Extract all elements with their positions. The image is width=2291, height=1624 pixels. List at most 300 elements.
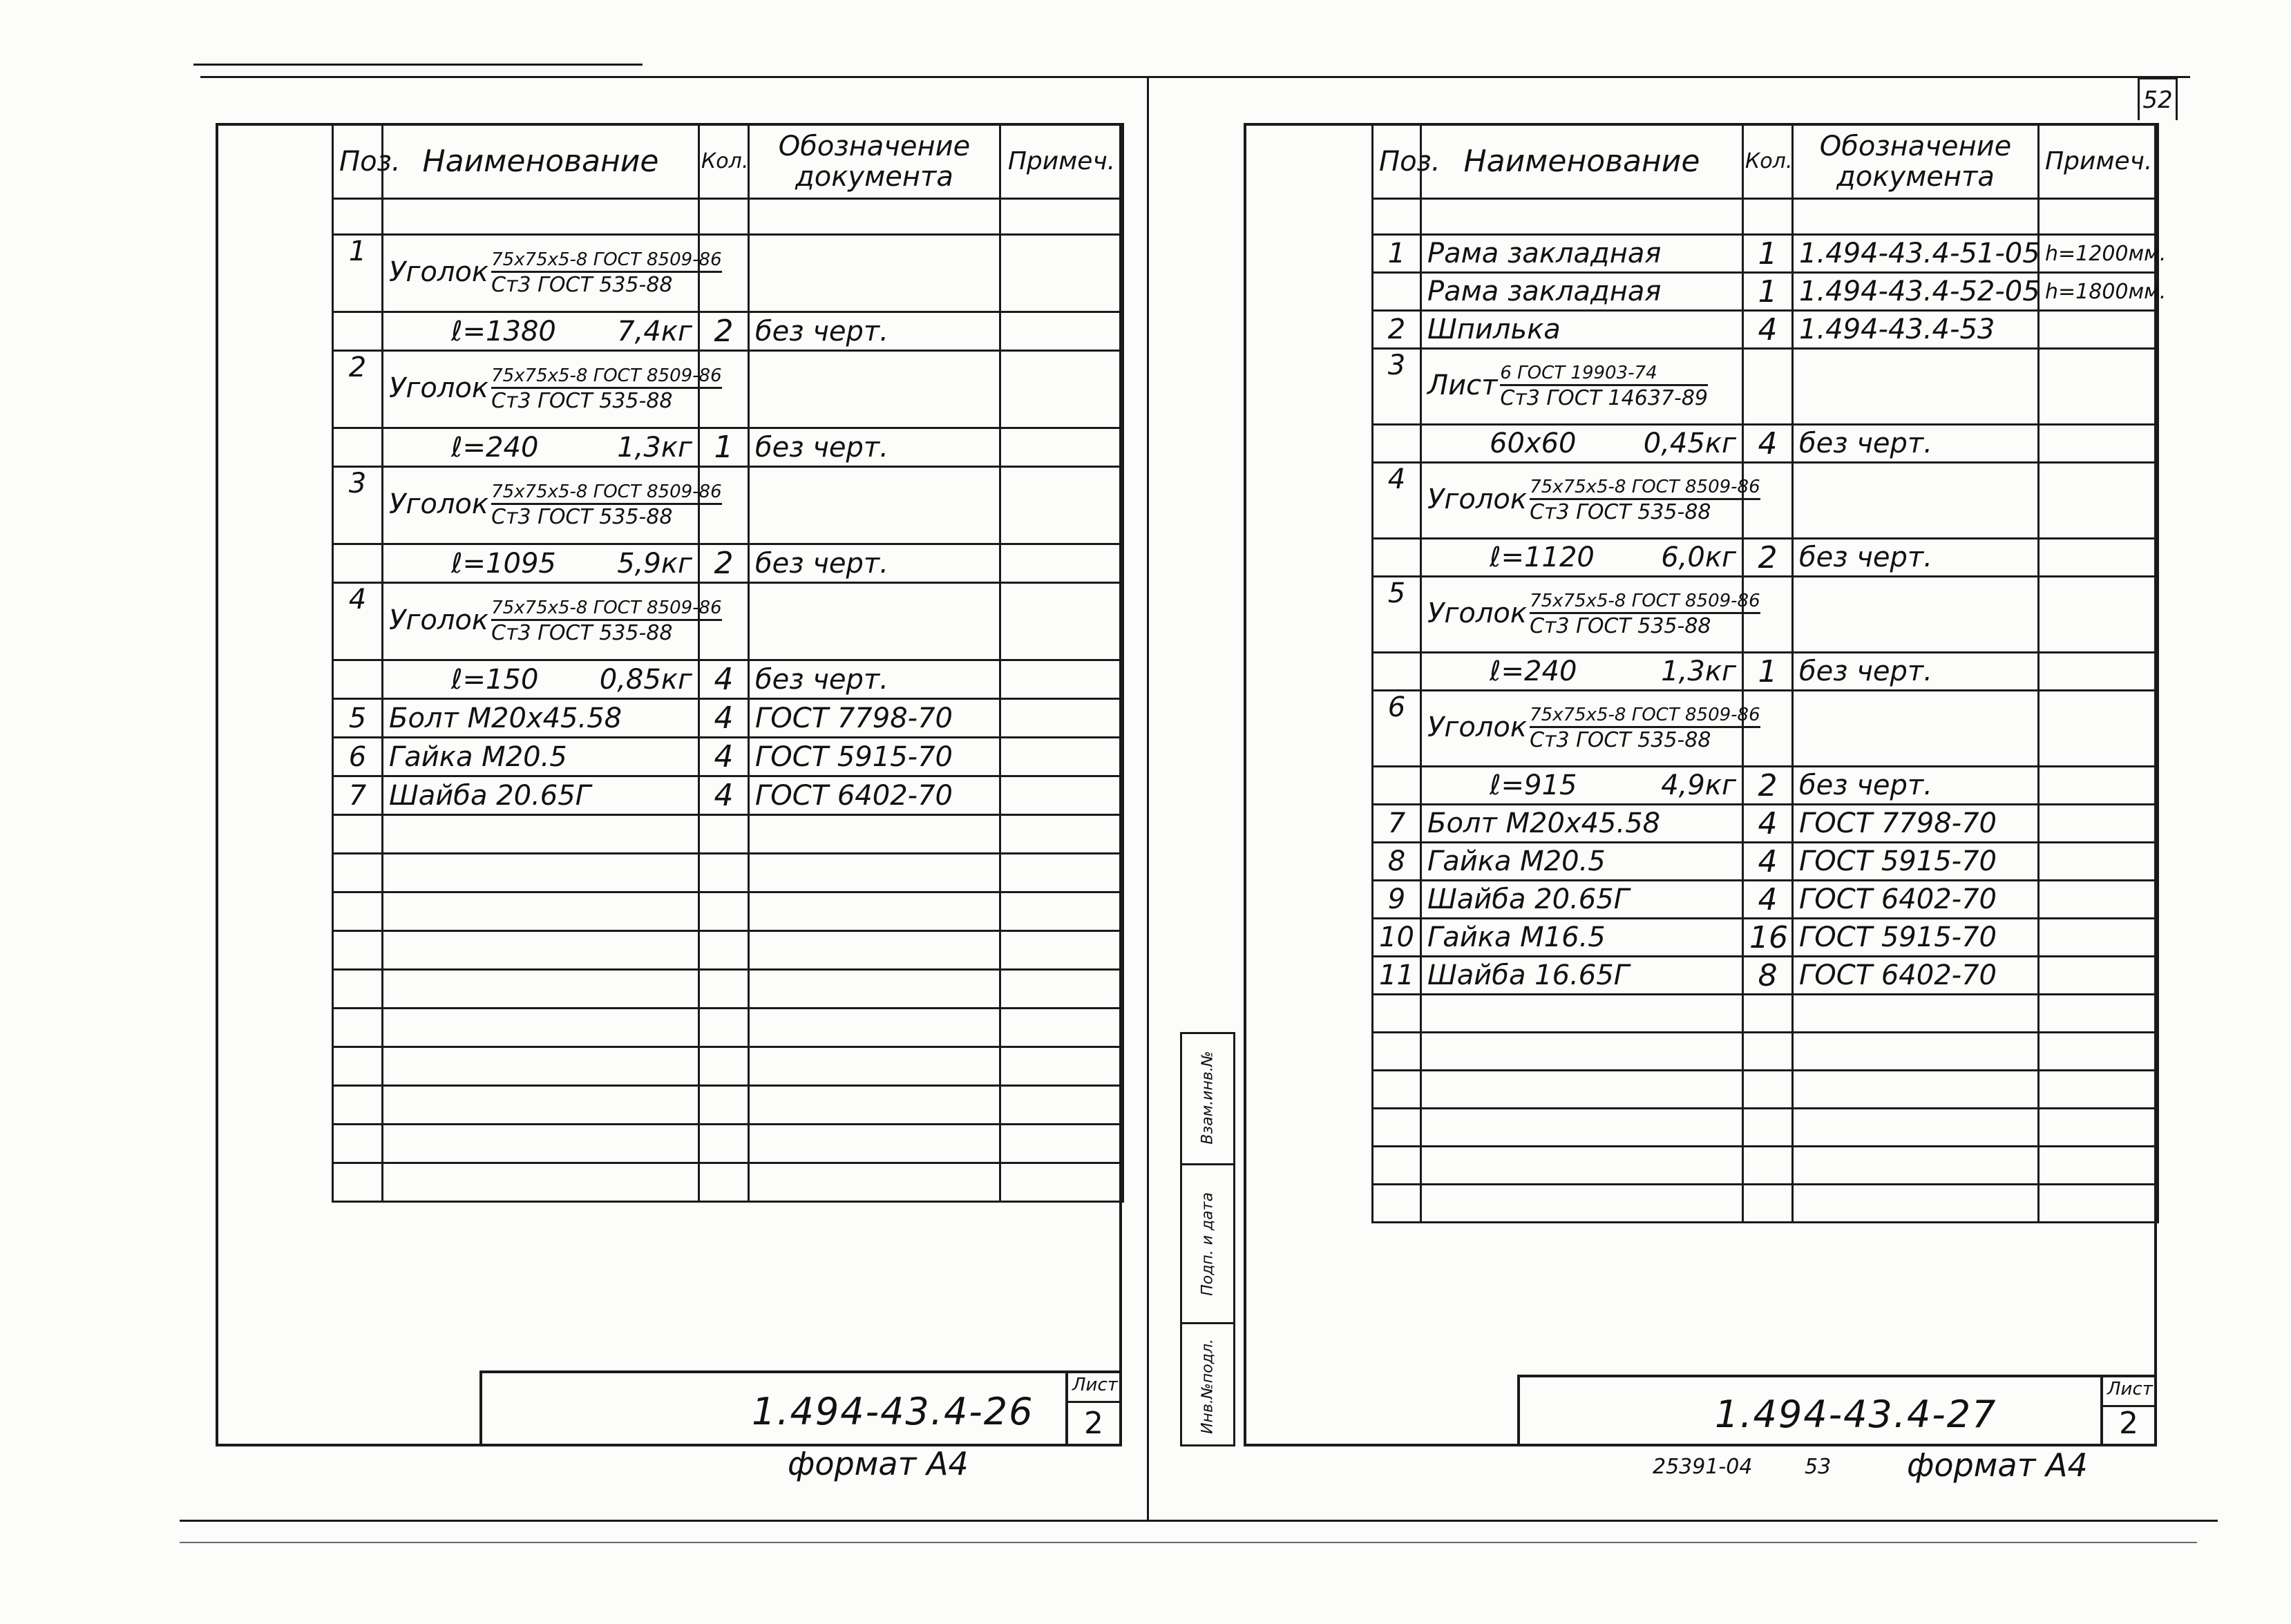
row-note bbox=[2039, 349, 2158, 425]
row-pos: 5 bbox=[333, 699, 383, 738]
row-name: Гайка М16.5 bbox=[1421, 919, 1743, 957]
row-doc bbox=[1793, 577, 2039, 653]
row-note bbox=[2039, 881, 2158, 919]
row-name: Гайка М20.5 bbox=[1421, 843, 1743, 881]
header-doc bbox=[1793, 124, 2039, 199]
fraction-top: 75x75x5-8 ГОСТ 8509-86 bbox=[1530, 592, 1760, 614]
empty-cell bbox=[749, 854, 1000, 892]
row-doc: ГОСТ 5915-70 bbox=[749, 738, 1000, 776]
row-name-word: Уголок bbox=[389, 256, 489, 288]
row-name bbox=[1421, 349, 1743, 425]
empty-cell bbox=[1743, 1109, 1793, 1147]
table-row bbox=[1373, 425, 2158, 463]
empty-row bbox=[333, 931, 1123, 970]
side-cell-inventory bbox=[1182, 1032, 1233, 1163]
empty-cell bbox=[333, 1009, 383, 1047]
empty-cell bbox=[1373, 1185, 1421, 1223]
row-name-fraction bbox=[1530, 706, 1760, 752]
empty-cell bbox=[1000, 815, 1123, 854]
row-name-dims bbox=[389, 316, 692, 347]
row-name bbox=[1421, 463, 1760, 539]
spacer-row bbox=[333, 199, 1123, 235]
header-name: Наименование bbox=[1421, 124, 1743, 199]
row-mass: 1,3кг bbox=[1661, 656, 1736, 687]
table-row bbox=[333, 544, 1123, 583]
fraction-top: 75x75x5-8 ГОСТ 8509-86 bbox=[491, 367, 722, 389]
header-name: Наименование bbox=[383, 124, 699, 199]
empty-cell bbox=[2039, 1109, 2158, 1147]
empty-cell bbox=[383, 1163, 699, 1202]
empty-cell bbox=[699, 1125, 749, 1163]
row-pos bbox=[1373, 425, 1421, 463]
row-doc: без черт. bbox=[749, 428, 1000, 467]
row-doc: ГОСТ 7798-70 bbox=[1793, 805, 2039, 843]
row-doc: без черт. bbox=[1793, 767, 2039, 805]
table-row bbox=[1373, 235, 2158, 273]
empty-row bbox=[1373, 1033, 2158, 1071]
left-sheet-number: 2 bbox=[1084, 1406, 1103, 1441]
table-row bbox=[1373, 881, 2158, 919]
empty-cell bbox=[699, 892, 749, 931]
table-row bbox=[1373, 539, 2158, 577]
row-name bbox=[383, 351, 722, 428]
empty-cell bbox=[333, 970, 383, 1009]
side-text-sign-date: Подп. и дата bbox=[1199, 1192, 1217, 1296]
row-note bbox=[2039, 577, 2158, 653]
empty-row bbox=[333, 1047, 1123, 1086]
right-sheet-label: Лист bbox=[2107, 1379, 2153, 1399]
header-qty: Кол. bbox=[699, 124, 749, 199]
row-pos: 1 bbox=[333, 235, 383, 312]
left-spec-body bbox=[333, 124, 1123, 1202]
side-text-inventory: Взам.инв.№ bbox=[1199, 1051, 1217, 1145]
row-doc: без черт. bbox=[749, 544, 1000, 583]
header-doc-line1: Обозначение bbox=[778, 130, 971, 162]
row-length: ℓ=240 bbox=[451, 431, 539, 464]
empty-cell bbox=[2039, 1185, 2158, 1223]
empty-row bbox=[333, 854, 1123, 892]
empty-cell bbox=[383, 892, 699, 931]
row-doc: без черт. bbox=[749, 660, 1000, 699]
row-qty: 2 bbox=[699, 544, 749, 583]
empty-cell bbox=[1743, 1147, 1793, 1185]
bottom-scan-line-2 bbox=[180, 1542, 2197, 1543]
row-name bbox=[1421, 691, 1760, 767]
row-name-word: Уголок bbox=[1427, 711, 1528, 743]
row-name-dims bbox=[1427, 656, 1736, 687]
empty-cell bbox=[333, 1125, 383, 1163]
fraction-bottom: Ст3 ГОСТ 535-88 bbox=[491, 272, 673, 297]
archive-number: 25391-04 bbox=[1653, 1455, 1753, 1479]
header-doc bbox=[749, 124, 1000, 199]
empty-cell bbox=[1421, 1185, 1743, 1223]
table-row bbox=[333, 467, 1123, 544]
row-pos: 11 bbox=[1373, 957, 1421, 995]
empty-cell bbox=[749, 1125, 1000, 1163]
row-length: ℓ=240 bbox=[1490, 656, 1577, 687]
row-mass: 6,0кг bbox=[1661, 542, 1736, 573]
row-name bbox=[383, 312, 699, 351]
empty-cell bbox=[383, 970, 699, 1009]
row-pos: 4 bbox=[333, 583, 383, 660]
row-qty: 4 bbox=[699, 738, 749, 776]
row-pos: 5 bbox=[1373, 577, 1421, 653]
table-row bbox=[1373, 463, 2158, 539]
empty-row bbox=[1373, 1147, 2158, 1185]
table-row bbox=[333, 235, 1123, 312]
row-qty: 4 bbox=[1743, 843, 1793, 881]
row-name: Рама закладная bbox=[1421, 235, 1743, 273]
left-title-block bbox=[479, 1370, 1122, 1446]
row-name-dims bbox=[1427, 770, 1736, 801]
row-doc bbox=[749, 351, 1000, 428]
header-qty: Кол. bbox=[1743, 124, 1793, 199]
empty-cell bbox=[333, 1047, 383, 1086]
row-pos bbox=[1373, 653, 1421, 691]
empty-cell bbox=[383, 1086, 699, 1125]
row-doc: без черт. bbox=[749, 312, 1000, 351]
empty-cell bbox=[383, 931, 699, 970]
row-name bbox=[383, 428, 699, 467]
empty-row bbox=[333, 1125, 1123, 1163]
fraction-top: 75x75x5-8 ГОСТ 8509-86 bbox=[1530, 478, 1760, 500]
row-note bbox=[2039, 311, 2158, 349]
table-row bbox=[333, 738, 1123, 776]
row-mass: 7,4кг bbox=[617, 315, 692, 347]
row-doc: ГОСТ 6402-70 bbox=[1793, 881, 2039, 919]
left-sheet-separator bbox=[1068, 1401, 1119, 1403]
row-doc: без черт. bbox=[1793, 425, 2039, 463]
row-note bbox=[1000, 738, 1123, 776]
empty-cell bbox=[1000, 1047, 1123, 1086]
table-row bbox=[1373, 349, 2158, 425]
table-row bbox=[1373, 273, 2158, 311]
table-row bbox=[333, 351, 1123, 428]
empty-cell bbox=[1373, 1033, 1421, 1071]
row-length: ℓ=1095 bbox=[451, 547, 556, 580]
empty-cell bbox=[1000, 970, 1123, 1009]
header-doc-line2: документа bbox=[795, 160, 953, 193]
row-pos bbox=[1373, 767, 1421, 805]
row-name-word: Уголок bbox=[1427, 597, 1528, 629]
top-scan-line bbox=[193, 64, 643, 66]
row-name bbox=[1421, 425, 1743, 463]
row-name bbox=[1421, 653, 1743, 691]
row-qty: 1 bbox=[1743, 273, 1793, 311]
row-pos bbox=[1373, 273, 1421, 311]
table-row bbox=[1373, 653, 2158, 691]
row-qty: 4 bbox=[1743, 311, 1793, 349]
empty-cell bbox=[1743, 1185, 1793, 1223]
row-doc: ГОСТ 6402-70 bbox=[749, 776, 1000, 815]
empty-cell bbox=[383, 1125, 699, 1163]
empty-cell bbox=[1421, 1147, 1743, 1185]
row-qty: 1 bbox=[1743, 653, 1793, 691]
row-name bbox=[383, 467, 722, 544]
row-name-fraction bbox=[491, 251, 722, 296]
row-length: ℓ=915 bbox=[1490, 770, 1577, 801]
row-doc: ГОСТ 5915-70 bbox=[1793, 919, 2039, 957]
row-pos: 3 bbox=[333, 467, 383, 544]
row-note bbox=[2039, 957, 2158, 995]
table-row bbox=[1373, 577, 2158, 653]
top-rule bbox=[200, 76, 2190, 78]
row-note bbox=[1000, 583, 1123, 660]
empty-cell bbox=[1421, 1071, 1743, 1109]
empty-row bbox=[1373, 995, 2158, 1033]
empty-cell bbox=[1793, 1185, 2039, 1223]
empty-cell bbox=[749, 1086, 1000, 1125]
row-mass: 5,9кг bbox=[617, 547, 692, 580]
row-mass: 0,45кг bbox=[1643, 428, 1736, 459]
row-name-fraction bbox=[1500, 364, 1708, 410]
row-note bbox=[2039, 843, 2158, 881]
row-note bbox=[2039, 539, 2158, 577]
row-note bbox=[2039, 919, 2158, 957]
fraction-bottom: Ст3 ГОСТ 535-88 bbox=[491, 388, 673, 413]
empty-cell bbox=[749, 970, 1000, 1009]
row-doc: 1.494-43.4-53 bbox=[1793, 311, 2039, 349]
row-note bbox=[1000, 312, 1123, 351]
row-qty: 16 bbox=[1743, 919, 1793, 957]
side-cell-sign-date bbox=[1182, 1163, 1233, 1322]
empty-cell bbox=[2039, 1147, 2158, 1185]
row-qty: 4 bbox=[1743, 881, 1793, 919]
empty-row bbox=[1373, 1109, 2158, 1147]
header-pos: Поз. bbox=[333, 124, 383, 199]
row-name-fraction bbox=[1530, 592, 1760, 638]
row-name-word: Уголок bbox=[1427, 483, 1528, 515]
row-name-dims bbox=[1427, 428, 1736, 459]
row-doc: ГОСТ 6402-70 bbox=[1793, 957, 2039, 995]
fraction-bottom: Ст3 ГОСТ 535-88 bbox=[1530, 727, 1711, 752]
empty-cell bbox=[1793, 1147, 2039, 1185]
row-qty: 8 bbox=[1743, 957, 1793, 995]
right-document-code: 1.494-43.4-27 bbox=[1715, 1393, 1997, 1436]
row-qty: 2 bbox=[1743, 539, 1793, 577]
table-row bbox=[1373, 843, 2158, 881]
header-note: Примеч. bbox=[1000, 124, 1123, 199]
row-note bbox=[1000, 660, 1123, 699]
fraction-top: 75x75x5-8 ГОСТ 8509-86 bbox=[491, 251, 722, 273]
row-note bbox=[1000, 351, 1123, 428]
row-pos bbox=[333, 660, 383, 699]
row-name-fraction bbox=[491, 483, 722, 528]
empty-cell bbox=[699, 1047, 749, 1086]
empty-cell bbox=[1373, 995, 1421, 1033]
empty-cell bbox=[1421, 1033, 1743, 1071]
empty-row bbox=[1373, 1185, 2158, 1223]
right-sheet-box bbox=[2100, 1377, 2154, 1444]
row-pos bbox=[333, 312, 383, 351]
empty-cell bbox=[699, 815, 749, 854]
empty-cell bbox=[2039, 1071, 2158, 1109]
row-name bbox=[383, 235, 722, 312]
fraction-top: 75x75x5-8 ГОСТ 8509-86 bbox=[491, 483, 722, 505]
fraction-bottom: Ст3 ГОСТ 535-88 bbox=[491, 620, 673, 645]
row-name-word: Уголок bbox=[389, 604, 489, 636]
row-qty: 2 bbox=[1743, 767, 1793, 805]
table-row bbox=[1373, 311, 2158, 349]
table-row bbox=[1373, 957, 2158, 995]
row-doc: ГОСТ 7798-70 bbox=[749, 699, 1000, 738]
empty-cell bbox=[333, 892, 383, 931]
row-name-fraction bbox=[491, 367, 722, 412]
row-qty: 1 bbox=[1743, 235, 1793, 273]
row-qty: 4 bbox=[1743, 425, 1793, 463]
row-pos: 9 bbox=[1373, 881, 1421, 919]
row-doc bbox=[749, 583, 1000, 660]
empty-cell bbox=[1793, 1033, 2039, 1071]
row-length: ℓ=1380 bbox=[451, 315, 556, 347]
row-pos bbox=[1373, 539, 1421, 577]
row-pos: 8 bbox=[1373, 843, 1421, 881]
empty-row bbox=[333, 1163, 1123, 1202]
empty-cell bbox=[1793, 1109, 2039, 1147]
empty-cell bbox=[749, 1163, 1000, 1202]
empty-cell bbox=[749, 931, 1000, 970]
row-name bbox=[383, 660, 699, 699]
row-name bbox=[1421, 577, 1760, 653]
side-text-orig-inventory: Инв.№подл. bbox=[1199, 1339, 1217, 1434]
row-note bbox=[1000, 544, 1123, 583]
row-note bbox=[1000, 699, 1123, 738]
empty-row bbox=[333, 1086, 1123, 1125]
row-note bbox=[2039, 805, 2158, 843]
row-pos: 2 bbox=[333, 351, 383, 428]
row-name-word: Лист bbox=[1427, 369, 1498, 401]
row-doc: 1.494-43.4-52-05 bbox=[1793, 273, 2039, 311]
row-name: Шпилька bbox=[1421, 311, 1743, 349]
empty-cell bbox=[1373, 1109, 1421, 1147]
right-title-block bbox=[1517, 1375, 2157, 1446]
empty-row bbox=[333, 1009, 1123, 1047]
row-name bbox=[1421, 767, 1743, 805]
fraction-bottom: Ст3 ГОСТ 535-88 bbox=[1530, 499, 1711, 524]
row-note bbox=[2039, 691, 2158, 767]
table-row bbox=[333, 776, 1123, 815]
table-row bbox=[1373, 805, 2158, 843]
row-pos: 6 bbox=[1373, 691, 1421, 767]
empty-cell bbox=[749, 815, 1000, 854]
header-pos: Поз. bbox=[1373, 124, 1421, 199]
empty-cell bbox=[699, 931, 749, 970]
row-name: Шайба 16.65Г bbox=[1421, 957, 1743, 995]
row-name: Болт М20х45.58 bbox=[1421, 805, 1743, 843]
left-format-label: формат А4 bbox=[788, 1445, 969, 1482]
empty-cell bbox=[333, 854, 383, 892]
table-row bbox=[1373, 919, 2158, 957]
side-stamp bbox=[1180, 1032, 1235, 1446]
fraction-bottom: Ст3 ГОСТ 535-88 bbox=[491, 504, 673, 529]
row-doc: ГОСТ 5915-70 bbox=[1793, 843, 2039, 881]
empty-cell bbox=[699, 1163, 749, 1202]
row-note bbox=[1000, 428, 1123, 467]
bottom-scan-line bbox=[180, 1520, 2218, 1522]
row-name-fraction bbox=[1530, 478, 1760, 524]
left-document-code: 1.494-43.4-26 bbox=[752, 1390, 1034, 1433]
row-name: Шайба 20.65Г bbox=[383, 776, 699, 815]
empty-cell bbox=[1000, 854, 1123, 892]
fraction-top: 6 ГОСТ 19903-74 bbox=[1500, 364, 1708, 386]
row-name-word: Уголок bbox=[389, 372, 489, 404]
header-doc-line2: документа bbox=[1836, 160, 1995, 193]
empty-cell bbox=[1373, 1147, 1421, 1185]
table-row bbox=[1373, 767, 2158, 805]
right-spec-table bbox=[1371, 123, 2167, 1223]
right-spec-body bbox=[1373, 124, 2167, 1223]
row-doc: 1.494-43.4-51-05 bbox=[1793, 235, 2039, 273]
row-qty: 4 bbox=[1743, 805, 1793, 843]
empty-cell bbox=[383, 1009, 699, 1047]
row-name-word: Уголок bbox=[389, 488, 489, 520]
empty-cell bbox=[383, 854, 699, 892]
row-name bbox=[383, 544, 699, 583]
row-pos bbox=[333, 544, 383, 583]
fraction-top: 75x75x5-8 ГОСТ 8509-86 bbox=[491, 599, 722, 621]
table-row bbox=[1373, 691, 2158, 767]
empty-cell bbox=[699, 970, 749, 1009]
row-doc bbox=[1793, 463, 2039, 539]
empty-cell bbox=[1421, 1109, 1743, 1147]
row-name bbox=[383, 583, 722, 660]
left-sheet-box bbox=[1065, 1373, 1119, 1444]
row-note: h=1800мм. bbox=[2039, 273, 2158, 311]
row-name-dims bbox=[389, 664, 692, 696]
empty-cell bbox=[1000, 1086, 1123, 1125]
fraction-bottom: Ст3 ГОСТ 14637-89 bbox=[1500, 385, 1708, 410]
row-name-dims bbox=[1427, 542, 1736, 573]
row-doc bbox=[1793, 349, 2039, 425]
table-row bbox=[333, 428, 1123, 467]
row-note bbox=[2039, 653, 2158, 691]
row-name: Болт М20х45.58 bbox=[383, 699, 699, 738]
empty-cell bbox=[1373, 1071, 1421, 1109]
row-qty bbox=[1743, 349, 1793, 425]
row-note bbox=[2039, 767, 2158, 805]
row-name: Гайка М20.5 bbox=[383, 738, 699, 776]
side-cell-orig-inventory bbox=[1182, 1322, 1233, 1449]
row-note bbox=[2039, 425, 2158, 463]
row-name-dims bbox=[389, 548, 692, 580]
empty-row bbox=[1373, 1071, 2158, 1109]
row-note bbox=[1000, 776, 1123, 815]
row-pos: 10 bbox=[1373, 919, 1421, 957]
page-number: 52 bbox=[2142, 86, 2173, 114]
row-pos: 7 bbox=[333, 776, 383, 815]
empty-cell bbox=[383, 1047, 699, 1086]
row-pos: 3 bbox=[1373, 349, 1421, 425]
fraction-bottom: Ст3 ГОСТ 535-88 bbox=[1530, 613, 1711, 638]
row-qty: 4 bbox=[699, 699, 749, 738]
row-mass: 1,3кг bbox=[617, 431, 692, 464]
row-qty: 4 bbox=[699, 660, 749, 699]
table-row bbox=[333, 660, 1123, 699]
row-note bbox=[2039, 463, 2158, 539]
row-note bbox=[1000, 467, 1123, 544]
empty-cell bbox=[699, 1086, 749, 1125]
row-note bbox=[1000, 235, 1123, 312]
empty-cell bbox=[699, 854, 749, 892]
empty-cell bbox=[699, 1009, 749, 1047]
empty-cell bbox=[749, 1047, 1000, 1086]
empty-cell bbox=[749, 892, 1000, 931]
row-pos: 6 bbox=[333, 738, 383, 776]
row-length: ℓ=1120 bbox=[1490, 542, 1595, 573]
empty-cell bbox=[1421, 995, 1743, 1033]
row-name: Шайба 20.65Г bbox=[1421, 881, 1743, 919]
empty-row bbox=[333, 970, 1123, 1009]
